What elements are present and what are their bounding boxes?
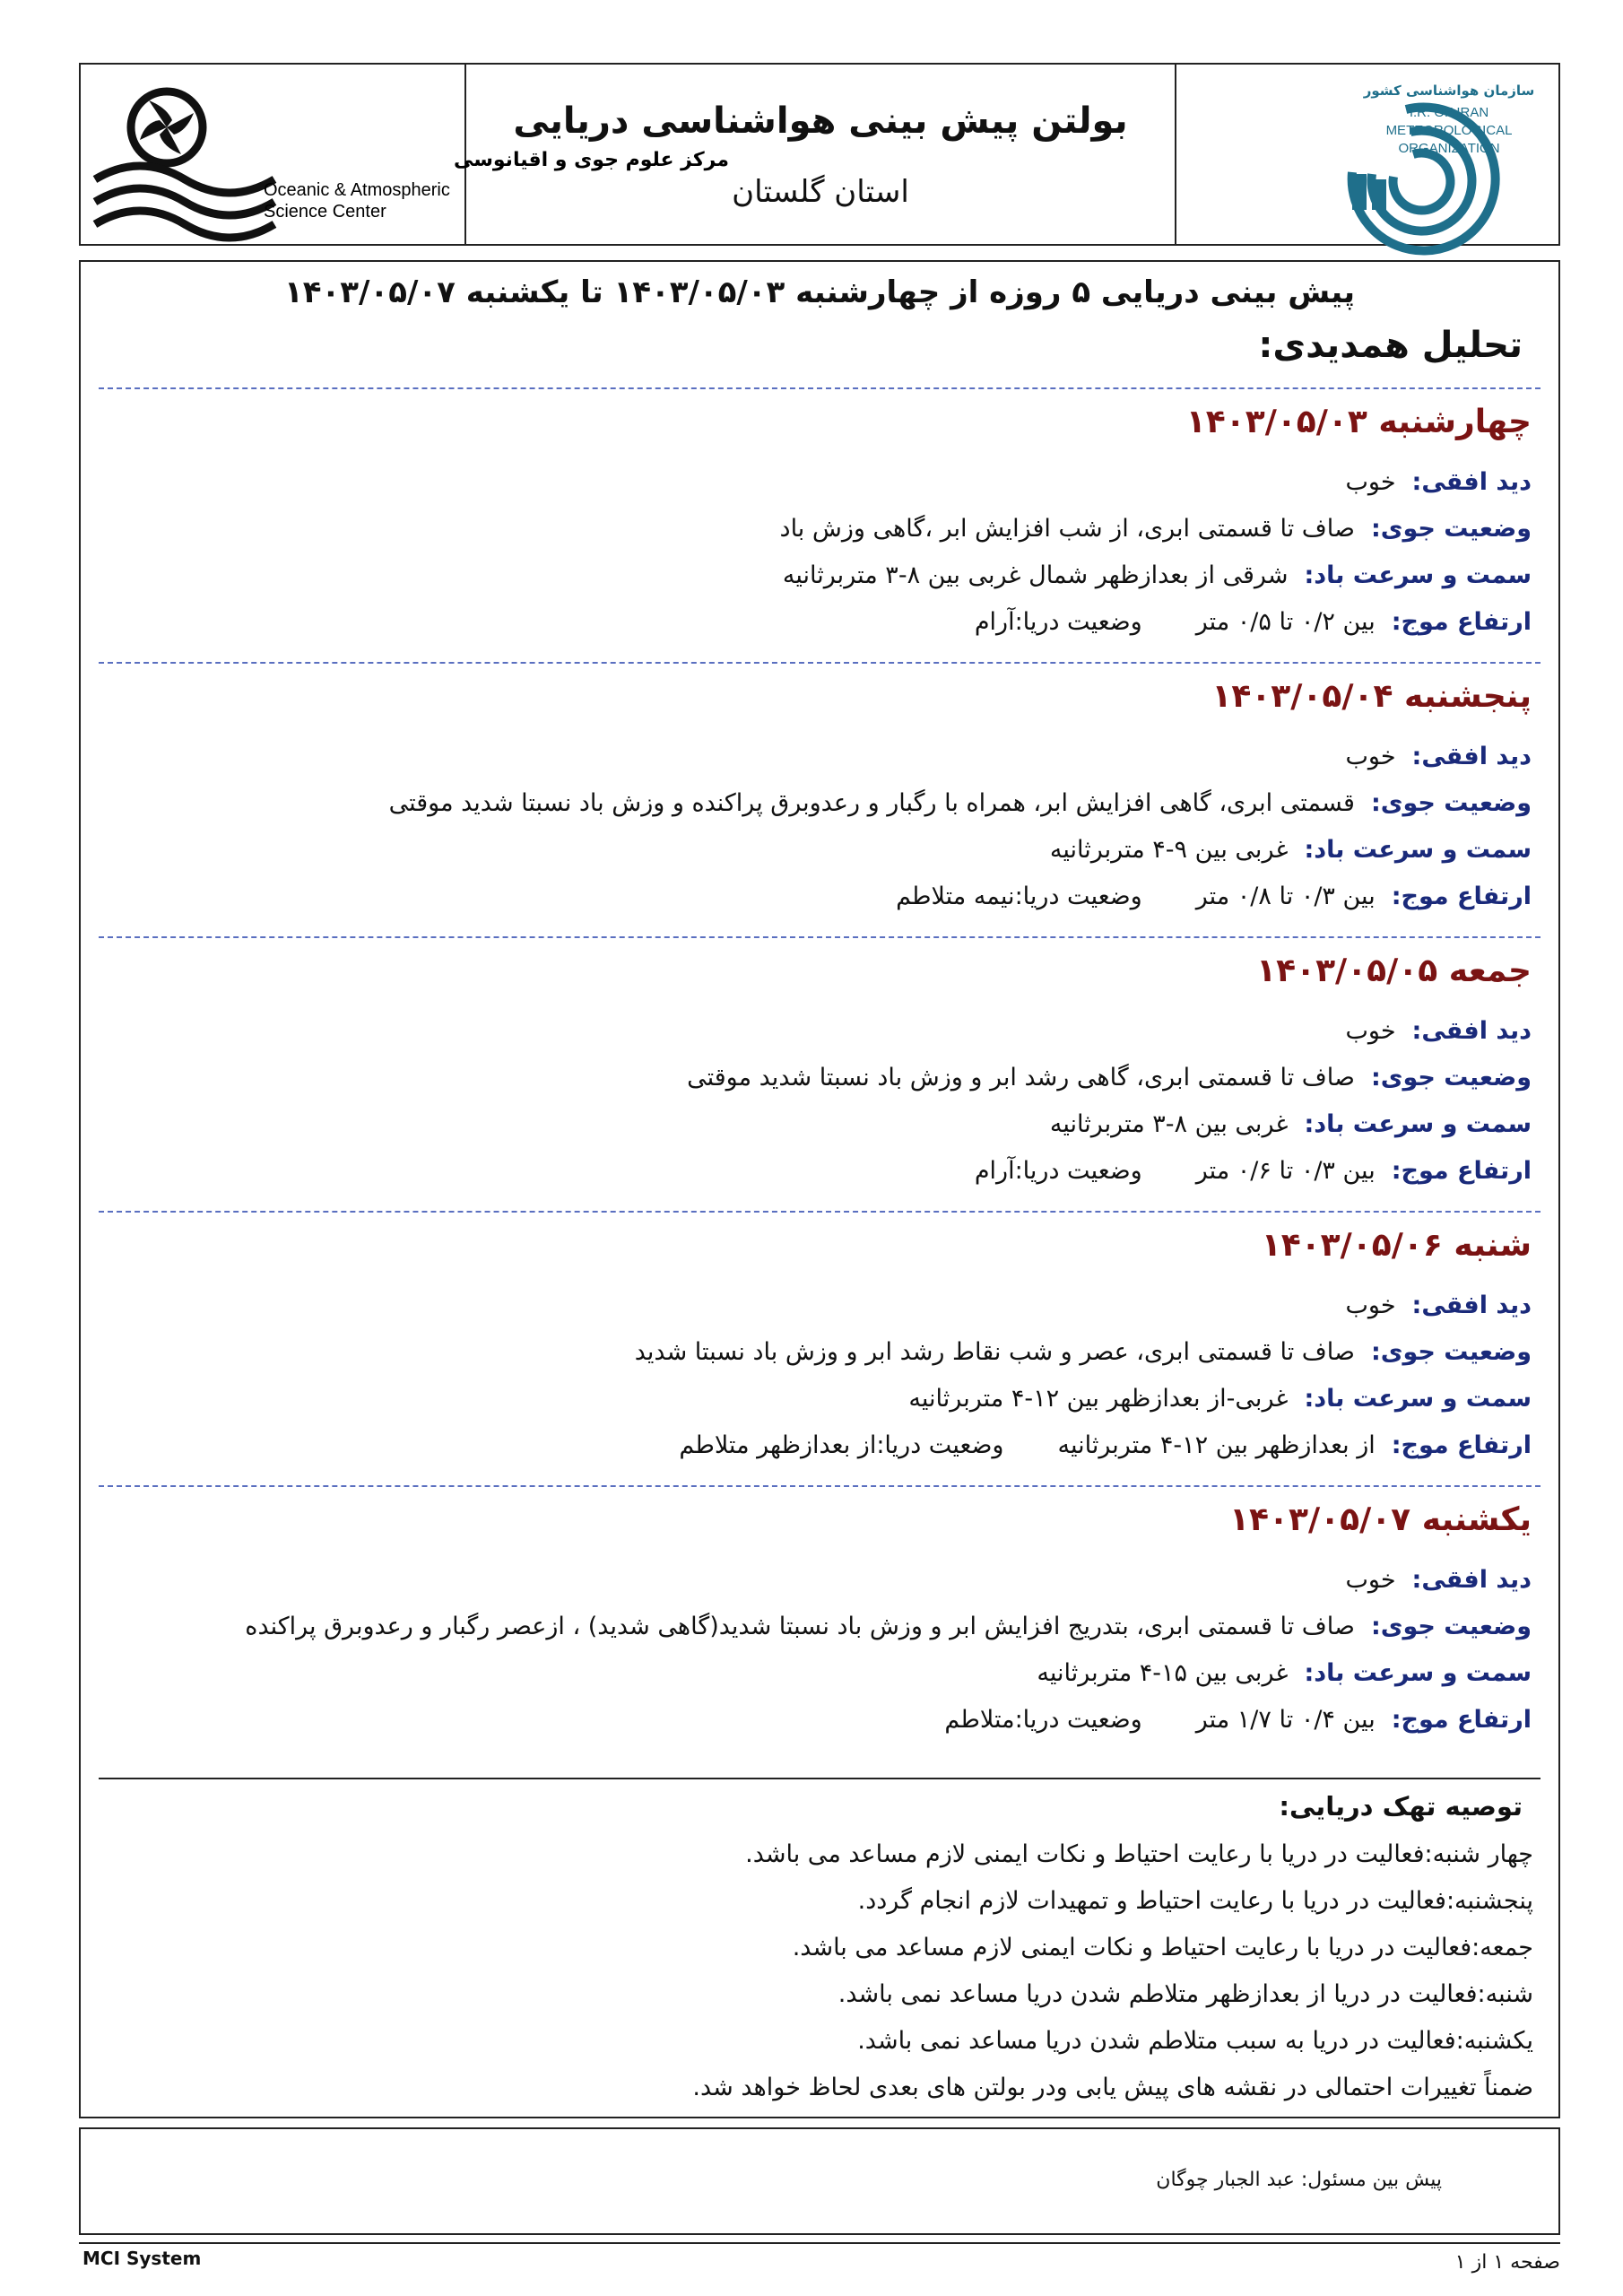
weather-value: صاف تا قسمتی ابری، عصر و شب نقاط رشد ابر و وزش باد نسبتا شدید (634, 1338, 1355, 1366)
page-number: صفحه ۱ از ۱ (1454, 2251, 1560, 2274)
day-date: چهارشنبه ۱۴۰۳/۰۵/۰۳ (1185, 404, 1532, 440)
visibility-value: خوب (1345, 1017, 1396, 1045)
day-date: شنبه ۱۴۰۳/۰۵/۰۶ (1261, 1227, 1532, 1264)
weather-label: وضعیت جوی: (1370, 789, 1532, 817)
visibility-label: دید افقی: (1411, 743, 1532, 770)
wave-value: بین ۰/۳ تا ۰/۸ متر (1195, 883, 1376, 910)
sea-state: وضعیت دریا:از بعدازظهر متلاطم (679, 1431, 1004, 1459)
wind-value: شرقی از بعدازظهر شمال غربی بین ۸-۳ متربرثانیه (782, 561, 1289, 589)
forecaster-name: پیش بین مسئول: عبد الجبار چوگان (1156, 2169, 1442, 2191)
wind-row (99, 836, 1532, 875)
wave-label: ارتفاع موج: (1391, 1157, 1532, 1185)
weather-label: وضعیت جوی: (1370, 515, 1532, 543)
visibility-value: خوب (1345, 1566, 1396, 1594)
visibility-value: خوب (1345, 1292, 1396, 1319)
wind-label: سمت و سرعت باد: (1304, 836, 1532, 864)
advisory-divider (99, 1778, 1541, 1779)
irimo-logo-en1: I.R. OF IRAN (1409, 105, 1489, 120)
weather-row (99, 789, 1532, 829)
advisory-line: چهار شنبه:فعالیت در دریا با رعایت احتیاط و نکات ایمنی لازم مساعد می باشد. (745, 1840, 1533, 1868)
wave-value: بین ۰/۴ تا ۱/۷ متر (1195, 1706, 1376, 1734)
wind-value: غربی بین ۸-۳ متربرثانیه (1049, 1110, 1289, 1138)
visibility-row (99, 1292, 1532, 1331)
wave-row (99, 608, 1532, 648)
wave-row (99, 883, 1532, 922)
visibility-label: دید افقی: (1411, 1017, 1532, 1045)
weather-value: قسمتی ابری، گاهی افزایش ابر، همراه با رگبار و رعدوبرق پراکنده و وزش باد نسبتا شدید موقتی (388, 789, 1355, 817)
weather-row (99, 515, 1532, 554)
day-date: یکشنبه ۱۴۰۳/۰۵/۰۷ (1229, 1501, 1532, 1538)
divider (99, 1485, 1541, 1487)
irimo-logo-cell (1176, 65, 1558, 244)
visibility-value: خوب (1345, 468, 1396, 496)
oceanic-logo-en2: Science Center (264, 202, 386, 222)
advisory-line: یکشنبه:فعالیت در دریا به سبب متلاطم شدن دریا مساعد نمی باشد. (857, 2027, 1533, 2055)
weather-value: صاف تا قسمتی ابری، از شب افزایش ابر ،گاهی وزش باد (779, 515, 1355, 543)
wave-value: بین ۰/۲ تا ۰/۵ متر (1195, 608, 1376, 636)
synoptic-analysis-label: تحلیل همدیدی: (1258, 325, 1523, 366)
wave-value: بین ۰/۳ تا ۰/۶ متر (1195, 1157, 1376, 1185)
day-date: پنجشنبه ۱۴۰۳/۰۵/۰۴ (1211, 678, 1532, 715)
divider (99, 387, 1541, 389)
advisory-line: جمعه:فعالیت در دریا با رعایت احتیاط و نکات ایمنی لازم مساعد می باشد. (792, 1934, 1533, 1961)
wind-row (99, 1110, 1532, 1150)
irimo-logo-en2: METEOROLOGICAL (1385, 123, 1513, 138)
weather-label: وضعیت جوی: (1370, 1064, 1532, 1091)
province-name: استان گلستان (732, 174, 909, 210)
wind-row (99, 1659, 1532, 1699)
wave-row (99, 1706, 1532, 1745)
visibility-row (99, 1017, 1532, 1057)
wave-label: ارتفاع موج: (1391, 1706, 1532, 1734)
weather-row (99, 1613, 1532, 1652)
advisory-title: توصیه تهک دریایی: (1279, 1791, 1523, 1822)
weather-value: صاف تا قسمتی ابری، گاهی رشد ابر و وزش باد نسبتا شدید موقتی (687, 1064, 1355, 1091)
wind-row (99, 1385, 1532, 1424)
wave-row (99, 1157, 1532, 1196)
wave-row (99, 1431, 1532, 1471)
header-title-cell (466, 65, 1176, 244)
sea-state: وضعیت دریا:آرام (974, 1157, 1142, 1185)
divider (99, 936, 1541, 938)
weather-value: صاف تا قسمتی ابری، بتدریج افزایش ابر و وزش باد نسبتا شدید(گاهی شدید) ، ازعصر رگبار و رعدوبرق پراکنده (245, 1613, 1355, 1640)
weather-label: وضعیت جوی: (1370, 1338, 1532, 1366)
oceanic-logo-fa: مرکز علوم جوی و اقیانوسی (454, 149, 729, 171)
weather-row (99, 1338, 1532, 1378)
wave-label: ارتفاع موج: (1391, 1431, 1532, 1459)
irimo-logo-en3: ORGANIZATION (1398, 141, 1500, 156)
visibility-label: دید افقی: (1411, 1292, 1532, 1319)
day-date: جمعه ۱۴۰۳/۰۵/۰۵ (1256, 952, 1532, 989)
wind-label: سمت و سرعت باد: (1304, 1110, 1532, 1138)
wave-value: از بعدازظهر بین ۱۲-۴ متربرثانیه (1057, 1431, 1376, 1459)
wind-label: سمت و سرعت باد: (1304, 1385, 1532, 1413)
visibility-value: خوب (1345, 743, 1396, 770)
forecast-body (79, 260, 1560, 2118)
weather-row (99, 1064, 1532, 1103)
wave-label: ارتفاع موج: (1391, 608, 1532, 636)
wind-value: غربی-از بعدازظهر بین ۱۲-۴ متربرثانیه (908, 1385, 1289, 1413)
forecast-title: پیش بینی دریایی ۵ روزه از چهارشنبه ۱۴۰۳/۰۵/۰۳ تا یکشنبه ۱۴۰۳/۰۵/۰۷ (284, 274, 1355, 310)
divider (99, 1211, 1541, 1213)
wind-value: غربی بین ۹-۴ متربرثانیه (1049, 836, 1289, 864)
system-name: MCI System (82, 2248, 202, 2269)
weather-label: وضعیت جوی: (1370, 1613, 1532, 1640)
visibility-label: دید افقی: (1411, 1566, 1532, 1594)
sea-state: وضعیت دریا:آرام (974, 608, 1142, 636)
irimo-logo-icon (1182, 74, 1553, 239)
oceanic-atmospheric-logo-icon (86, 81, 729, 233)
irimo-logo-fa: سازمان هواشناسی کشور (1363, 83, 1535, 99)
wind-label: سمت و سرعت باد: (1304, 561, 1532, 589)
wind-value: غربی بین ۱۵-۴ متربرثانیه (1037, 1659, 1289, 1687)
advisory-line: ضمناً تغییرات احتمالی در نقشه های پیش یابی ودر بولتن های بعدی لحاظ خواهد شد. (692, 2074, 1533, 2101)
wave-label: ارتفاع موج: (1391, 883, 1532, 910)
bulletin-title: بولتن پیش بینی هواشناسی دریایی (513, 100, 1128, 142)
wind-row (99, 561, 1532, 601)
visibility-label: دید افقی: (1411, 468, 1532, 496)
divider (99, 662, 1541, 664)
oceanic-logo-cell (81, 65, 729, 244)
advisory-line: شنبه:فعالیت در دریا از بعدازظهر متلاطم شدن دریا مساعد نمی باشد. (838, 1980, 1533, 2008)
visibility-row (99, 743, 1532, 782)
wind-label: سمت و سرعت باد: (1304, 1659, 1532, 1687)
forecaster-box (79, 2127, 1560, 2235)
advisory-line: پنجشنبه:فعالیت در دریا با رعایت احتیاط و تمهیدات لازم انجام گردد. (857, 1887, 1533, 1915)
bulletin-header (79, 63, 1560, 246)
oceanic-logo-en1: Oceanic & Atmospheric (264, 180, 450, 200)
sea-state: وضعیت دریا:متلاطم (944, 1706, 1142, 1734)
footer-divider (79, 2242, 1560, 2244)
visibility-row (99, 1566, 1532, 1605)
sea-state: وضعیت دریا:نیمه متلاطم (896, 883, 1142, 910)
visibility-row (99, 468, 1532, 508)
